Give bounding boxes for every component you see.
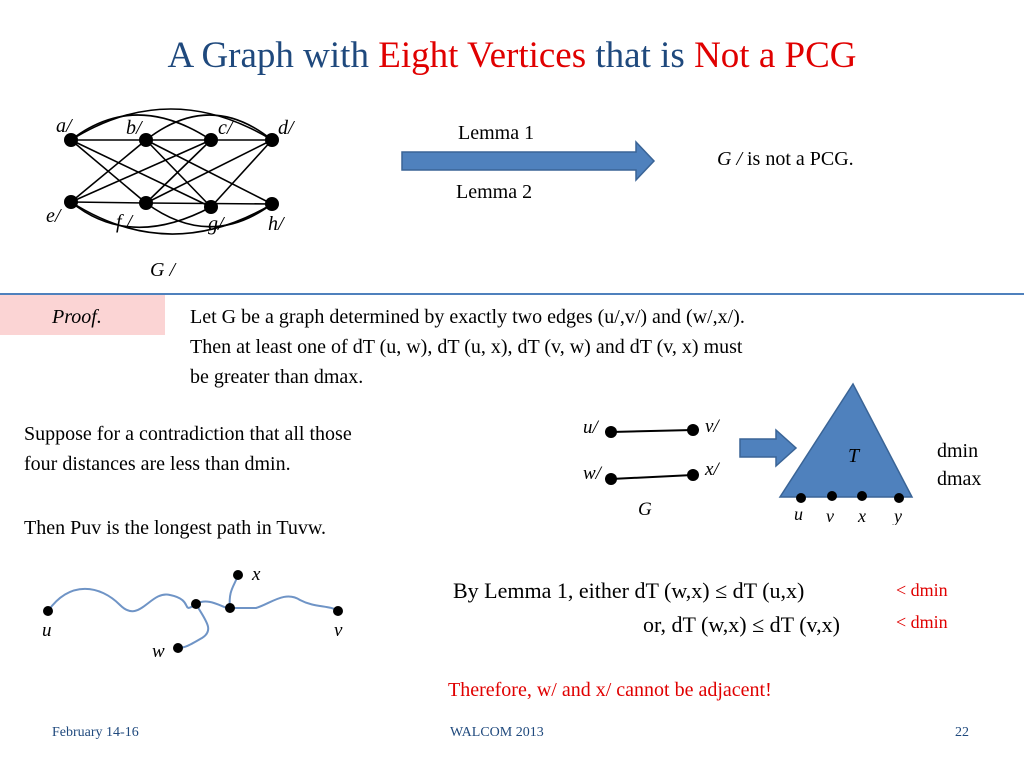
implication-arrow [400, 140, 660, 182]
then-line: Then Puv is the longest path in Tuvw. [24, 517, 327, 539]
leaf-u: u [794, 504, 803, 524]
graph-g [575, 405, 735, 525]
leaf-x: x [858, 506, 866, 525]
leaf-v: v [826, 506, 834, 525]
path-label-w: w [152, 641, 165, 662]
vertex-label-c: c/ [218, 117, 233, 139]
proof-line3: be greater than dmax. [190, 366, 364, 388]
g-label-w: w/ [583, 463, 601, 484]
footer-event: WALCOM 2013 [450, 725, 544, 740]
vertex-label-b: b/ [126, 117, 142, 139]
proof-line2: Then at least one of dT (u, w), dT (u, x), dT (v, w) and dT (v, x) must [190, 336, 743, 358]
g-label-v: v/ [705, 416, 719, 437]
suppose-line1: Suppose for a contradiction that all those [24, 423, 352, 445]
lemma2-label: Lemma 2 [456, 181, 533, 203]
g-label-x: x/ [705, 459, 719, 480]
path-label-v: v [334, 620, 343, 641]
g-label-graph: G [638, 499, 652, 520]
vertex-label-h: h/ [268, 213, 284, 235]
vertex-label-f: f / [116, 211, 133, 233]
graph-g-prime-label: G / [150, 259, 175, 281]
tree-t [770, 380, 930, 525]
path-label-u: u [42, 620, 52, 641]
proof-label-text: Proof. [52, 306, 102, 328]
tree-dmin: dmin [937, 440, 979, 462]
graph-edges [71, 109, 272, 234]
footer-date: February 14-16 [52, 725, 139, 740]
lemma-line1-bound: < dmin [896, 580, 948, 600]
lemma-line2-bound: < dmin [896, 612, 948, 632]
slide-title [0, 34, 1024, 77]
vertex-label-a: a/ [56, 115, 72, 137]
therefore-line: Therefore, w/ and x/ cannot be adjacent! [448, 679, 772, 701]
title-part1: A Graph with [167, 35, 379, 76]
path-label-x: x [252, 564, 261, 585]
tree-dmax: dmax [937, 468, 982, 490]
path-figure [30, 560, 370, 670]
leaf-y: y [894, 506, 902, 525]
suppose-line2: four distances are less than dmin. [24, 453, 291, 475]
proof-label [52, 306, 102, 329]
footer-page: 22 [955, 725, 969, 740]
vertex-label-d: d/ [278, 117, 294, 139]
lemma-line2: or, dT (w,x) ≤ dT (v,x) [643, 612, 840, 637]
conclusion-body: is not a PCG. [742, 148, 854, 170]
vertex-label-g: g/ [208, 213, 224, 235]
graph-g-prime [40, 100, 330, 290]
tree-label: T [848, 445, 860, 467]
title-part4: Not a PCG [694, 35, 857, 76]
lemma-line1: By Lemma 1, either dT (w,x) ≤ dT (u,x) [453, 578, 805, 603]
g-label-u: u/ [583, 417, 598, 438]
vertex-label-e: e/ [46, 205, 61, 227]
title-part3: that is [586, 35, 695, 76]
title-part2: Eight Vertices [378, 35, 587, 76]
conclusion-text [717, 148, 854, 171]
conclusion-g: G / [717, 148, 742, 170]
proof-line1: Let G be a graph determined by exactly two edges (u/,v/) and (w/,x/). [190, 306, 745, 328]
lemma1-label: Lemma 1 [458, 122, 535, 144]
